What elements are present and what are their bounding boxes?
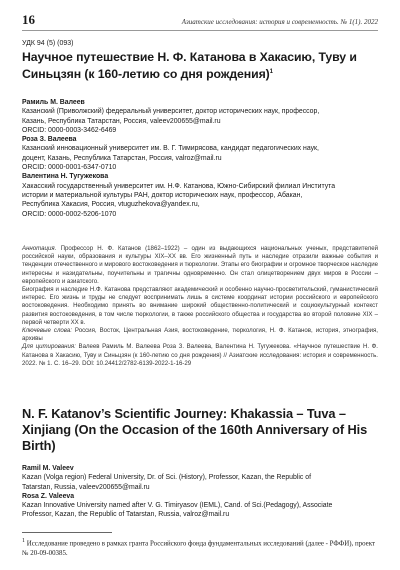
abstract-label: Аннотация. bbox=[22, 245, 57, 252]
author-entry bbox=[22, 492, 378, 520]
author-name: Валентина Н. Тугужекова bbox=[22, 173, 109, 181]
authors-block-ru bbox=[22, 98, 378, 219]
author-affiliation: Professor, Kazan, the Republic of Tatarstan, Russia, valroz@mail.ru bbox=[22, 511, 230, 519]
author-affiliation: доцент, Казань, Республика Татарстан, Россия, valroz@mail.ru bbox=[22, 154, 222, 162]
article-title-ru bbox=[22, 50, 378, 82]
author-affiliation: Казань, Республика Татарстан, Россия, valeev200655@mail.ru bbox=[22, 117, 221, 125]
udk-code: УДК 94 (5) (093) bbox=[22, 40, 74, 47]
author-name: Ramil M. Valeev bbox=[22, 465, 74, 472]
abstract-block bbox=[22, 245, 378, 368]
author-entry bbox=[22, 464, 378, 492]
header-rule bbox=[22, 30, 378, 31]
keywords-label: Ключевые слова: bbox=[22, 327, 72, 335]
author-affiliation: Tatarstan, Russia, valeev200655@mail.ru bbox=[22, 483, 150, 491]
author-affiliation: истории и материальной культуры РАН, доктор исторических наук, профессор, Абакан, bbox=[22, 191, 303, 199]
citation-label: Для цитирования: bbox=[22, 343, 76, 351]
journal-title: Азиатские исследования: история и современность. № 1(1). 2022 bbox=[181, 18, 378, 26]
footnote bbox=[22, 537, 378, 558]
author-name: Роза З. Валеева bbox=[22, 136, 77, 144]
authors-block-en bbox=[22, 464, 378, 520]
keywords bbox=[22, 327, 378, 343]
abstract-paragraph bbox=[22, 245, 378, 286]
footnote-text: Исследование проведено в рамках гранта Российского фонда фундаментальных исследований (далее - РФФИ), проект № 20-09-00385. bbox=[22, 540, 375, 557]
page-number: 16 bbox=[22, 12, 35, 27]
footnote-reference[interactable]: 1 bbox=[269, 69, 273, 75]
abstract-paragraph: Биография и наследие Н.Ф. Катанова представляют академический и особенно научно-просветительский, гуманистический интерес. Его жизнь и труды не следует воспринимать лишь в системе координат истории российского и европейского востоковедения. Необходимо принять во внимание широкий общественно-политический и социокультурный контекст развития востоковедения, в том числе тюркологии, в также российского общества и государства во второй половине XIX – первой четверти XX в. bbox=[22, 286, 378, 326]
footnote-rule bbox=[22, 532, 112, 533]
citation bbox=[22, 343, 378, 368]
abstract-text: Профессор Н. Ф. Катанов (1862–1922) – один из выдающихся национальных ученых, представителей российской науки, образования и культуры XIX–XX вв. Его жизненный путь и наследие отразили важные события и тенденции отечественного и мирового востоковедения и тюркологии. Этапы его биографии и огромное творческое наследие интересны и назидательны, поучительны и трагичны одновременно. Он стал олицетворением двух миров в России – европейского и азиатского. bbox=[22, 245, 378, 285]
footnote-mark: 1 bbox=[22, 538, 25, 544]
author-entry bbox=[22, 172, 378, 218]
running-header bbox=[22, 12, 378, 28]
author-orcid: ORCID: 0000-0001-6347-0710 bbox=[22, 164, 117, 172]
author-affiliation: Республика Хакасия, Россия, vtuguzhekova@yandex.ru, bbox=[22, 201, 200, 209]
article-title-ru-text: Научное путешествие Н. Ф. Катанова в Хакасию, Туву и Синьцзян (к 160-летию со дня рождения) bbox=[22, 50, 357, 82]
author-affiliation: Хакасский государственный университет им. Н.Ф. Катанова, Южно-Сибирский филиал Института bbox=[22, 182, 336, 190]
author-entry bbox=[22, 98, 378, 135]
author-affiliation: Kazan (Volga region) Federal University, Dr. of Sci. (History), Professor, Kazan, the Republic of bbox=[22, 474, 312, 482]
citation-text: Валеев Рамиль М. Валеева Роза З. Валеева, Валентина Н. Тугужекова. «Научное путешествие Н. Ф. Катанова в Хакасию, Туву и Синьцзян (к 160-летию со дня рождения) // Азиатские исследования: история и современность. 2022. № 1. С. 16–29. DOI: 10.24412/2782-6139-2022-1-16-29 bbox=[22, 343, 378, 367]
author-name: Рамиль М. Валеев bbox=[22, 99, 85, 106]
author-orcid: ORCID: 0000-0003-3462-6469 bbox=[22, 126, 117, 134]
author-affiliation: Kazan Innovative University named after V. G. Timiryasov (IEML), Cand. of Sci.(Pedagogy), Associate bbox=[22, 502, 333, 510]
author-orcid: ORCID: 0000-0002-5206-1070 bbox=[22, 210, 117, 218]
author-name: Rosa Z. Valeeva bbox=[22, 492, 75, 500]
author-affiliation: Казанский инновационный университет им. В. Г. Тимирясова, кандидат педагогических наук, bbox=[22, 145, 319, 153]
author-affiliation: Казанский (Приволжский) федеральный университет, доктор исторических наук, профессор, bbox=[22, 108, 320, 116]
article-title-en: N. F. Katanov’s Scientific Journey: Khakassia – Tuva – Xinjiang (On the Occasion of the 160th Anniversary of His Birth) bbox=[22, 406, 368, 453]
keywords-text: Россия, Восток, Центральная Азия, востоковедение, тюркология, Н. Ф. Катанов, история, этнография, архивы bbox=[22, 327, 378, 343]
author-entry bbox=[22, 135, 378, 172]
